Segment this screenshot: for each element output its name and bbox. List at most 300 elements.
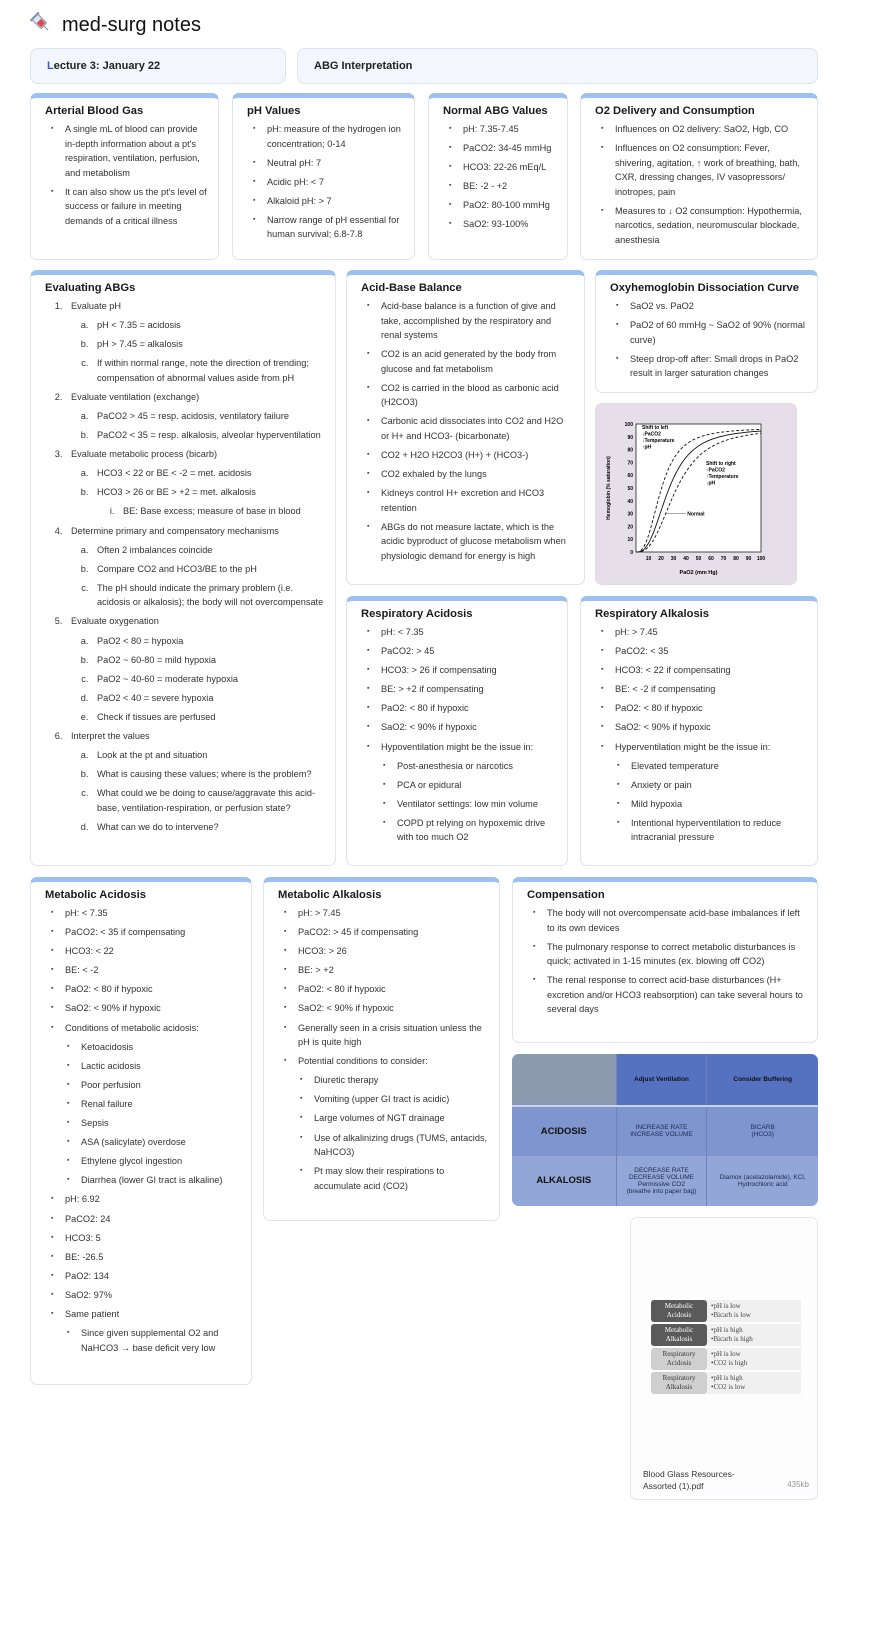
list-item	[81, 1059, 241, 1074]
list-item-text: BE: -2 - +2	[463, 181, 508, 192]
list-item	[267, 213, 404, 242]
list-item	[630, 318, 807, 347]
x-tick-label: 80	[733, 556, 739, 562]
list-item-text: pH < 7.35 = acidosis	[97, 320, 181, 331]
right-shift-label: ↑Temperature	[706, 473, 739, 480]
note-card-evaluating[interactable]	[30, 270, 336, 866]
preview-row-label: Metabolic Acidosis	[651, 1300, 707, 1322]
card-title: Metabolic Alkalosis	[278, 889, 382, 901]
list-item	[381, 486, 574, 515]
list-item-text: Poor perfusion	[81, 1079, 141, 1090]
preview-row-value: •pH is low •CO2 is high	[707, 1348, 801, 1370]
preview-row-label: Respiratory Acidosis	[651, 1348, 707, 1370]
list-item	[314, 1131, 489, 1160]
list-item	[615, 720, 807, 735]
list-item-text: CO2 is an acid generated by the body from glucose and fat metabolism	[381, 349, 557, 374]
list-item	[91, 356, 325, 385]
left-shift-label: ↓PaCO2	[642, 431, 661, 438]
list-item-text: The body will not overcompensate acid-base imbalances if left to its own devices	[547, 908, 800, 933]
y-tick-label: 30	[627, 511, 633, 518]
note-list	[615, 759, 807, 845]
list-item-text: Compare CO2 and HCO3/BE to the pH	[97, 563, 257, 574]
preview-row	[651, 1300, 801, 1322]
list-item-text: BE: Base excess; measure of base in blood	[123, 506, 301, 517]
list-item	[81, 1154, 241, 1169]
list-item	[381, 740, 557, 845]
list-item-text: CO2 is carried in the blood as carbonic acid (H2CO3)	[381, 382, 559, 408]
pdf-preview	[651, 1300, 801, 1396]
list-item	[314, 1073, 489, 1088]
table-corner	[512, 1054, 616, 1106]
list-item-text: HCO3: > 26	[298, 946, 347, 957]
note-list	[298, 1073, 489, 1193]
list-item	[65, 1288, 241, 1303]
list-item-text: pH: < 7.35	[381, 627, 424, 637]
list-item	[381, 299, 574, 343]
list-item-text: SaO2 vs. PaO2	[630, 301, 694, 311]
y-tick-label: 100	[624, 422, 633, 428]
lecture-label: Lecture 3: January 22	[47, 60, 161, 72]
list-item-text: SaO2: < 90% if hypoxic	[381, 722, 477, 733]
list-item-text: HCO3: > 26 if compensating	[381, 665, 497, 676]
table-cell: Diamox (acetazolamide), KCl, Hydrochloric acid	[719, 1173, 806, 1188]
note-list	[45, 299, 325, 834]
list-item-text: Measures to ↓ O2 consumption: Hypothermia, narcotics, sedation, neuromuscular blockade, anesthesia	[615, 205, 802, 245]
preview-row-value: •pH is low •Bicarb is low	[707, 1300, 801, 1322]
list-item	[91, 672, 325, 687]
list-item-text: Vomiting (upper GI tract is acidic)	[314, 1094, 450, 1105]
list-item-text: pH: 7.35-7.45	[463, 124, 519, 134]
list-item-text: PCA or epidural	[397, 779, 462, 790]
list-item-text: The pH should indicate the primary problem (i.e. acidosis or alkalosis); the body will not overcompensate	[97, 582, 324, 608]
list-item	[547, 906, 807, 935]
list-item	[381, 381, 574, 410]
list-item	[267, 194, 404, 209]
x-tick-label: 10	[645, 556, 652, 562]
list-item-text: What is causing these values; where is the problem?	[97, 769, 312, 780]
list-item	[298, 1054, 489, 1193]
list-item	[381, 448, 574, 463]
note-list	[278, 906, 489, 1193]
list-item	[615, 141, 807, 199]
buffering-table-image[interactable]	[512, 1054, 818, 1206]
list-item	[298, 1021, 489, 1050]
preview-row-value: •pH is high •CO2 is low	[707, 1372, 801, 1394]
list-item-text: PaO2: 134	[65, 1270, 109, 1281]
list-item-text: HCO3 > 26 or BE > +2 = met. alkalosis	[97, 487, 256, 498]
list-item-text: Post-anesthesia or narcotics	[397, 760, 513, 771]
topic-label: ABG Interpretation	[314, 60, 413, 72]
x-tick-label: 90	[745, 556, 752, 562]
list-item-text: Steep drop-off after: Small drops in PaO2 result in larger saturation changes	[630, 353, 799, 379]
note-list	[71, 634, 325, 725]
list-item-text: HCO3: 5	[65, 1232, 101, 1243]
list-item-text: Evaluate ventilation (exchange)	[71, 391, 200, 402]
list-item-text: ABGs do not measure lactate, which is the acidic byproduct of glucose metabolism when physiologic demand for energy is high	[381, 521, 566, 561]
list-item-text: HCO3: < 22 if compensating	[615, 665, 731, 676]
list-item	[615, 122, 807, 137]
list-item-text: Use of alkalinizing drugs (TUMS, antacids, NaHCO3)	[314, 1132, 488, 1158]
list-item	[547, 940, 807, 969]
list-item-text: pH: < 7.35	[65, 908, 108, 918]
y-tick-label: 50	[627, 486, 633, 492]
list-item-text: PaCO2: > 45 if compensating	[298, 927, 419, 938]
list-item	[65, 1250, 241, 1265]
note-list	[45, 122, 208, 228]
list-item-text: PaCO2: < 35	[615, 646, 669, 657]
accent-letter: L	[47, 60, 54, 72]
list-item	[615, 625, 807, 640]
list-item-text: Kidneys control H+ excretion and HCO3 retention	[381, 488, 545, 513]
list-item-text: Elevated temperature	[631, 760, 719, 771]
list-item-text: Pt may slow their respirations to accumulate acid (CO2)	[314, 1166, 445, 1191]
list-item-text: What can we do to intervene?	[97, 821, 219, 832]
list-item-text: CO2 exhaled by the lungs	[381, 468, 487, 479]
note-card-metacid[interactable]	[30, 877, 252, 1385]
list-item	[267, 156, 404, 171]
list-item	[298, 1001, 489, 1016]
list-item-text: PaO2 ~ 60-80 = mild hypoxia	[97, 654, 216, 665]
list-item-text: What could we be doing to cause/aggravate this acid-base, ventilation-respiration, or perfusion state?	[97, 788, 316, 813]
list-item	[630, 352, 807, 381]
list-item-text: BE: -26.5	[65, 1251, 104, 1262]
note-card-metalk[interactable]	[263, 877, 500, 1221]
list-item-text: Influences on O2 consumption: Fever, shivering, agitation, ↑ work of breathing, bath, CXR, dressing changes, IV vasopressors/ inotropes, pain	[615, 143, 800, 197]
note-list	[247, 122, 404, 242]
list-item	[381, 701, 557, 716]
list-item-text: Ketoacidosis	[81, 1041, 134, 1052]
oxyhemoglobin-curve-image[interactable]	[595, 403, 797, 585]
list-item	[298, 963, 489, 978]
list-item	[298, 944, 489, 959]
list-item	[631, 778, 807, 793]
list-item-text: Renal failure	[81, 1098, 133, 1109]
list-item-text: Generally seen in a crisis situation unless the pH is quite high	[298, 1022, 482, 1048]
topic-header[interactable]	[297, 48, 818, 84]
note-list	[65, 1326, 241, 1355]
list-item	[615, 682, 807, 697]
preview-row-label: Metabolic Alkalosis	[651, 1324, 707, 1346]
list-item-text: Sepsis	[81, 1118, 109, 1129]
list-item-text: pH: > 7.45	[615, 627, 658, 637]
list-item	[91, 820, 325, 835]
note-list	[361, 625, 557, 845]
list-item-text: Acidic pH: < 7	[267, 176, 324, 187]
note-card-normal[interactable]	[428, 93, 568, 260]
list-item-text: PaO2: < 80 if hypoxic	[381, 703, 469, 714]
note-list	[45, 906, 241, 1355]
list-item-text: Interpret the values	[71, 730, 150, 741]
list-item	[631, 797, 807, 812]
list-item-text: BE: > +2 if compensating	[381, 684, 484, 695]
table-cell: BICARB (HCO3)	[750, 1124, 775, 1139]
list-item-text: pH: measure of the hydrogen ion concentration; 0-14	[267, 124, 401, 149]
list-item	[91, 409, 325, 424]
x-tick-label: 30	[670, 556, 677, 562]
list-item	[381, 625, 557, 640]
y-tick-label: 20	[627, 524, 633, 531]
attachment-filename: Blood Glass Resources- Assorted (1).pdf	[643, 1469, 735, 1491]
note-list	[527, 906, 807, 1017]
list-item-text: SaO2: 97%	[65, 1289, 112, 1300]
list-item-text: If within normal range, note the direction of trending; compensation of abnormal values aside from pH	[97, 358, 309, 383]
card-title: Normal ABG Values	[443, 105, 548, 117]
list-item	[463, 160, 557, 175]
list-item-text: SaO2: 93-100%	[463, 219, 529, 230]
card-title: Metabolic Acidosis	[45, 889, 146, 901]
list-item-text: HCO3 < 22 or BE < -2 = met. acidosis	[97, 468, 252, 479]
list-item-text: Mild hypoxia	[631, 798, 683, 809]
card-title: Respiratory Alkalosis	[595, 608, 709, 620]
note-card-ph[interactable]	[232, 93, 415, 260]
note-list	[71, 409, 325, 443]
list-item	[81, 1078, 241, 1093]
preview-row	[651, 1324, 801, 1346]
note-list	[71, 543, 325, 610]
card-title: Evaluating ABGs	[45, 282, 136, 294]
list-item	[65, 1269, 241, 1284]
list-item	[65, 1231, 241, 1246]
y-tick-label: 80	[627, 447, 633, 454]
list-item-text: CO2 + H2O H2CO3 (H+) + (HCO3-)	[381, 449, 529, 460]
lecture-header[interactable]	[30, 48, 286, 84]
list-item	[91, 485, 325, 519]
list-item	[91, 543, 325, 558]
list-item-text: Determine primary and compensatory mechanisms	[71, 525, 279, 536]
note-list	[610, 299, 807, 381]
list-item	[397, 816, 557, 845]
list-item-text: Conditions of metabolic acidosis:	[65, 1022, 199, 1033]
y-tick-label: 70	[627, 460, 633, 467]
list-item	[397, 778, 557, 793]
list-item	[314, 1111, 489, 1126]
note-card-oxyhb[interactable]	[595, 270, 818, 393]
list-item-text: PaO2 ~ 40-60 = moderate hypoxia	[97, 673, 238, 684]
list-item-text: SaO2: < 90% if hypoxic	[65, 1003, 161, 1014]
note-list	[443, 122, 557, 232]
list-item-text: Lactic acidosis	[81, 1060, 141, 1071]
list-item-text: PaO2 < 80 = hypoxia	[97, 635, 184, 646]
list-item-text: pH > 7.45 = alkalosis	[97, 339, 183, 350]
list-item	[314, 1092, 489, 1107]
note-card-respacid[interactable]	[346, 596, 568, 866]
list-item	[65, 963, 241, 978]
note-list	[71, 466, 325, 519]
list-item-text: Large volumes of NGT drainage	[314, 1113, 445, 1124]
list-item-text: Evaluate pH	[71, 301, 122, 311]
list-item	[381, 663, 557, 678]
list-item	[267, 122, 404, 151]
list-item	[81, 1326, 241, 1355]
list-item	[91, 691, 325, 706]
list-item-text: Check if tissues are perfused	[97, 711, 216, 722]
list-item-text: Often 2 imbalances coincide	[97, 544, 213, 555]
list-item-text: Anxiety or pain	[631, 779, 692, 790]
list-item	[547, 973, 807, 1017]
list-item	[615, 701, 807, 716]
preview-row	[651, 1348, 801, 1370]
normal-label: Normal	[687, 511, 705, 518]
list-item	[65, 524, 325, 610]
x-tick-label: 100	[756, 556, 766, 562]
list-item-text: Evaluate oxygenation	[71, 616, 159, 627]
list-item-text: Same patient	[65, 1308, 120, 1319]
oxyhemoglobin-curve-figure	[596, 404, 797, 585]
list-item-text: ASA (salicylate) overdose	[81, 1137, 186, 1148]
left-shift-label: ↑pH	[642, 444, 652, 451]
list-item-text: BE: > +2	[298, 965, 334, 976]
note-list	[65, 1040, 241, 1188]
list-item	[615, 204, 807, 248]
list-item	[631, 759, 807, 774]
list-item-text: PaO2 < 40 = severe hypoxia	[97, 692, 214, 703]
list-item	[615, 644, 807, 659]
right-shift-label: ↑PaCO2	[706, 467, 725, 474]
list-item	[91, 634, 325, 649]
card-title: O2 Delivery and Consumption	[595, 105, 755, 117]
list-item	[91, 562, 325, 577]
list-item-text: PaCO2 > 45 = resp. acidosis, ventilatory failure	[97, 410, 290, 421]
card-title: Acid-Base Balance	[361, 282, 462, 294]
list-item-text: Since given supplemental O2 and NaHCO3 → base deficit very low	[81, 1328, 219, 1353]
note-list	[595, 625, 807, 845]
list-item	[267, 175, 404, 190]
note-card-acidbase[interactable]	[346, 270, 585, 585]
right-shift-label: Shift to right	[706, 460, 736, 467]
list-item	[381, 644, 557, 659]
list-item-text: Influences on O2 delivery: SaO2, Hgb, CO	[615, 124, 789, 134]
list-item	[91, 581, 325, 610]
list-item	[91, 748, 325, 763]
list-item-text: A single mL of blood can provide in-depth information about a pt's respiration, ventilation, perfusion, and metabolism	[65, 124, 200, 178]
list-item-text: The pulmonary response to correct metabolic disturbances is quick; activated in 1-15 minutes (ex. blowing off CO2)	[547, 941, 796, 967]
table-cell: INCREASE RATE INCREASE VOLUME	[616, 1106, 707, 1156]
list-item	[463, 122, 557, 137]
list-item-text: BE: < -2	[65, 965, 99, 976]
list-item-text: Diarrhea (lower GI tract is alkaline)	[81, 1175, 223, 1186]
right-shift-label: ↓pH	[706, 480, 716, 487]
list-item-text: Carbonic acid dissociates into CO2 and H2O or H+ and HCO3- (bicarbonate)	[381, 416, 564, 441]
list-item	[630, 299, 807, 314]
list-item	[91, 710, 325, 725]
list-item-text: SaO2: < 90% if hypoxic	[615, 722, 711, 733]
list-item-text: Ethylene glycol ingestion	[81, 1156, 183, 1167]
list-item	[381, 682, 557, 697]
card-title: Arterial Blood Gas	[45, 105, 144, 117]
list-item-text: Hypoventilation might be the issue in:	[381, 741, 534, 752]
note-card-arterial[interactable]	[30, 93, 219, 260]
list-item	[91, 337, 325, 352]
list-item	[65, 982, 241, 997]
list-item-text: Look at the pt and situation	[97, 750, 208, 761]
list-item-text: Acid-base balance is a function of give and take, accomplished by the respiratory and renal systems	[381, 301, 556, 340]
list-item-text: Ventilator settings: low min volume	[397, 798, 538, 809]
x-tick-label: 60	[708, 556, 714, 562]
list-item-text: PaO2: < 80 if hypoxic	[298, 984, 386, 995]
x-tick-label: 40	[683, 556, 689, 562]
list-item	[65, 185, 208, 229]
list-item-text: Hyperventilation might be the issue in:	[615, 741, 771, 752]
preview-row	[651, 1372, 801, 1394]
x-tick-label: 50	[695, 556, 702, 562]
list-item	[65, 1307, 241, 1355]
list-item	[381, 347, 574, 376]
list-item-text: SaO2: < 90% if hypoxic	[298, 1003, 394, 1014]
note-list	[97, 504, 325, 519]
list-item	[65, 390, 325, 443]
list-item	[81, 1097, 241, 1112]
list-item	[91, 318, 325, 333]
list-item	[397, 797, 557, 812]
list-item	[463, 217, 557, 232]
page-title: med-surg notes	[62, 14, 201, 36]
column-header: Consider Buffering	[707, 1054, 818, 1106]
list-item	[91, 786, 325, 815]
list-item	[65, 447, 325, 519]
list-item	[298, 982, 489, 997]
list-item-text: HCO3: < 22	[65, 946, 114, 957]
syringe-icon	[30, 12, 52, 39]
list-item	[381, 720, 557, 735]
list-item-text: PaO2: < 80 if hypoxic	[65, 984, 153, 995]
list-item-text: PaCO2 < 35 = resp. alkalosis, alveolar hyperventilation	[97, 430, 321, 441]
card-title: Respiratory Acidosis	[361, 608, 473, 620]
list-item-text: Neutral pH: 7	[267, 157, 322, 168]
column-header: Adjust Ventilation	[616, 1054, 707, 1106]
list-item-text: Narrow range of pH essential for human survival; 6.8-7.8	[267, 214, 400, 240]
list-item-text: PaO2: < 80 if hypoxic	[615, 703, 703, 714]
list-item-text: PaCO2: > 45	[381, 646, 435, 657]
y-axis-label: Hemoglobin (% saturation)	[606, 456, 612, 520]
list-item	[81, 1135, 241, 1150]
note-card-compensation[interactable]	[512, 877, 818, 1043]
row-label: ALKALOSIS	[512, 1156, 616, 1206]
y-tick-label: 90	[627, 434, 633, 441]
pdf-attachment[interactable]	[630, 1217, 818, 1500]
list-item	[81, 1173, 241, 1188]
list-item	[91, 767, 325, 782]
x-tick-label: 20	[658, 556, 664, 562]
note-list	[381, 759, 557, 845]
list-item	[91, 428, 325, 443]
list-item	[463, 179, 557, 194]
note-card-respalk[interactable]	[580, 596, 818, 866]
page-header	[30, 12, 201, 39]
list-item	[65, 299, 325, 385]
list-item	[65, 1001, 241, 1016]
list-item	[65, 614, 325, 724]
list-item	[615, 663, 807, 678]
x-tick-label: 70	[720, 556, 727, 562]
list-item	[65, 1021, 241, 1188]
note-list	[595, 122, 807, 247]
y-tick-label: 40	[627, 498, 633, 505]
left-shift-label: Shift to left	[642, 425, 669, 432]
y-tick-label: 0	[630, 550, 633, 556]
list-item	[381, 467, 574, 482]
list-item	[381, 414, 574, 443]
list-item-text: PaO2: 80-100 mmHg	[463, 200, 550, 211]
left-shift-label: ↓Temperature	[642, 438, 675, 445]
list-item	[91, 466, 325, 481]
list-item-text: Intentional hyperventilation to reduce intracranial pressure	[631, 817, 782, 843]
attachment-size: 435kb	[787, 1480, 809, 1489]
list-item	[65, 1212, 241, 1227]
list-item	[463, 198, 557, 213]
note-card-o2[interactable]	[580, 93, 818, 260]
list-item	[463, 141, 557, 156]
list-item-text: PaCO2: 24	[65, 1213, 111, 1224]
